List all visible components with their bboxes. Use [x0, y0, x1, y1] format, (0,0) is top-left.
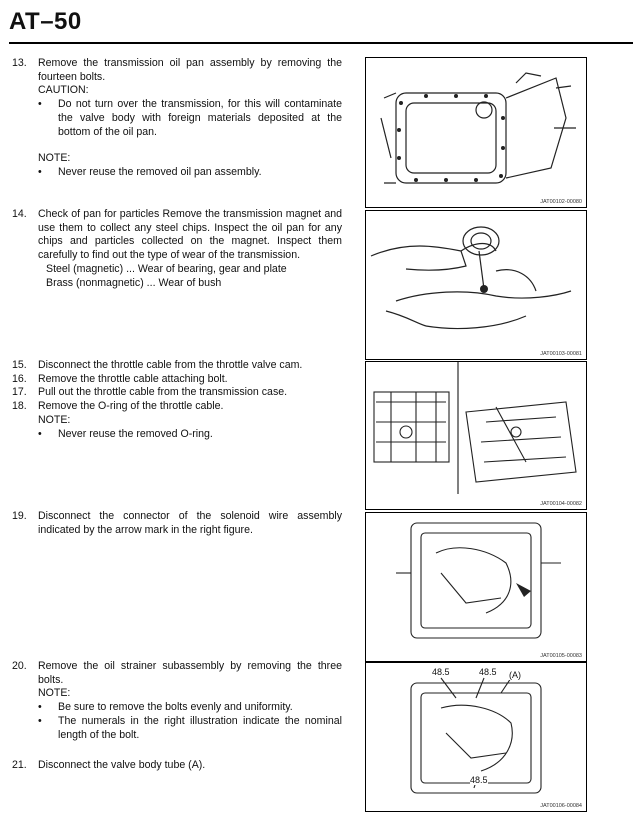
step-text: Disconnect the valve body tube (A). [38, 759, 206, 771]
step-text: Disconnect the throttle cable from the throttle valve cam. [38, 359, 303, 371]
step-21 [12, 759, 342, 773]
step-text: Remove the transmission oil pan assembly by removing the fourteen bolts. [38, 57, 342, 83]
bolt-length-label: 48.5 [432, 667, 450, 677]
note-item: • The numerals in the right illustration indicate the nominal length of the bolt. [38, 714, 342, 741]
step-number: 20. [12, 660, 27, 672]
note-item: • Never reuse the removed oil pan assembly. [38, 165, 262, 178]
caution-label: CAUTION: [38, 84, 89, 97]
note-label: NOTE: [38, 413, 71, 426]
figure-caption: JAT00102-00080 [540, 199, 582, 205]
page-title: AT–50 [9, 8, 82, 35]
figure-caption: JAT00103-00081 [540, 351, 582, 357]
step-text: Pull out the throttle cable from the transmission case. [38, 386, 288, 399]
tube-a-label: (A) [509, 670, 521, 680]
step-13 [12, 57, 342, 180]
bullet-icon: • [38, 701, 42, 714]
step-number: 13. [12, 57, 27, 69]
bullet-icon: • [38, 714, 42, 727]
wear-line: Steel (magnetic) ... Wear of bearing, gear and plate [46, 262, 287, 275]
throttle-cable-figure [365, 361, 587, 510]
note-item: • Never reuse the removed O-ring. [38, 427, 213, 440]
wear-line: Brass (nonmagnetic) ... Wear of bush [46, 276, 222, 289]
step-text: Disconnect the connector of the solenoid wire assembly indicated by the arrow mark in the right figure. [38, 510, 342, 536]
figure-caption: JAT00104-00082 [540, 501, 582, 507]
solenoid-figure [365, 512, 587, 662]
step-text: Remove the O-ring of the throttle cable. [38, 400, 224, 413]
oil-pan-figure [365, 57, 587, 208]
figure-caption: JAT00106-00084 [540, 803, 582, 809]
step-number: 16. [12, 372, 27, 385]
oil-pan-illustration [366, 58, 586, 207]
step-number: 21. [12, 759, 27, 771]
note-label: NOTE: [38, 152, 71, 165]
bullet-icon: • [38, 98, 42, 111]
step-number: 19. [12, 510, 27, 522]
oil-strainer-figure [365, 662, 587, 812]
step-number: 15. [12, 359, 27, 371]
note-item: • Be sure to remove the bolts evenly and uniformity. [38, 701, 293, 714]
steps-15-18 [12, 359, 342, 441]
note-label: NOTE: [38, 687, 71, 700]
step-number: 17. [12, 386, 27, 399]
caution-item: • Do not turn over the transmission, for this will contaminate the valve body with foreign materials deposited at the bottom of the oil pan. [38, 98, 342, 138]
step-text: Check of pan for particles Remove the transmission magnet and use them to collect any steel chips. Inspect the oil pan for any chips and particles collected on the magnet. Inspect them carefully to find out the type of wear of the transmission. [38, 208, 342, 262]
figure-caption: JAT00105-00083 [540, 653, 582, 659]
header-rule [9, 42, 633, 44]
step-number: 14. [12, 208, 27, 220]
bullet-icon: • [38, 165, 42, 178]
step-number: 18. [12, 400, 27, 413]
step-text: Remove the throttle cable attaching bolt. [38, 372, 228, 385]
step-19 [12, 510, 342, 537]
hand-magnet-illustration [366, 211, 586, 359]
valve-body-illustration [366, 513, 586, 661]
bullet-icon: • [38, 427, 42, 440]
step-text: Remove the oil strainer subassembly by removing the three bolts. [38, 660, 342, 686]
step-14 [12, 208, 342, 290]
bolt-length-label: 48.5 [470, 775, 488, 785]
magnet-figure [365, 210, 587, 360]
oil-strainer-illustration [366, 663, 586, 811]
step-20 [12, 660, 342, 742]
throttle-cable-illustration [366, 362, 586, 509]
bolt-length-label: 48.5 [479, 667, 497, 677]
